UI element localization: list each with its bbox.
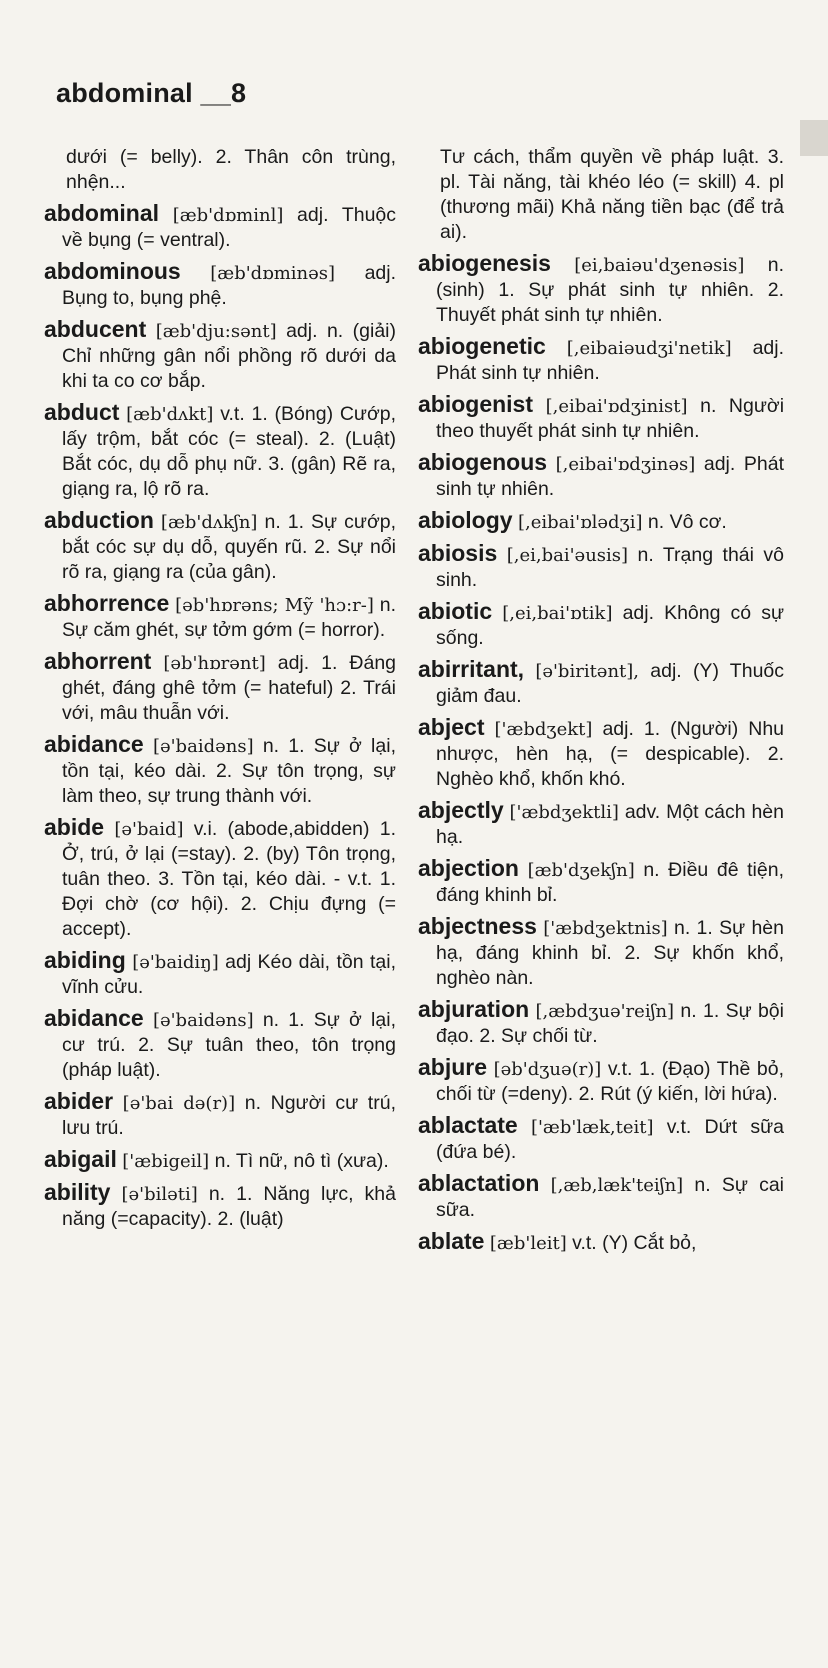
- entry-definition: n. Điều đê tiện, đáng khinh bỉ.: [436, 859, 784, 906]
- entry-pronunciation: [əb'dʒuə(r)]: [493, 1059, 602, 1080]
- entry-definition: n. Sự cai sữa.: [436, 1174, 784, 1221]
- dictionary-entry: [44, 649, 396, 726]
- entry-headword: abiogenetic: [418, 333, 546, 359]
- dictionary-entry: [44, 1147, 396, 1174]
- entry-definition: adj. 1. Đáng ghét, đáng ghê tởm (= hateful) 2. Trái với, mâu thuẫn với.: [62, 652, 397, 724]
- entry-headword: abiding: [44, 947, 126, 973]
- dictionary-entry: [418, 334, 784, 386]
- dictionary-entry: [44, 815, 396, 942]
- entry-pronunciation: [əb'hɒrənt]: [163, 653, 266, 674]
- entry-headword: abidance: [44, 1005, 144, 1031]
- entry-definition: n. (sinh) 1. Sự phát sinh tự nhiên. 2. Thuyết phát sinh tự nhiên.: [436, 254, 784, 326]
- left-column: [44, 145, 396, 1238]
- right-column: [418, 145, 784, 1262]
- entry-pronunciation: [æb'dʌkt]: [126, 404, 214, 425]
- entry-definition: n. Người theo thuyết phát sinh tự nhiên.: [436, 395, 785, 442]
- entry-pronunciation: [ə'baidəns]: [152, 736, 254, 757]
- entry-pronunciation: [ə'biritənt],: [535, 661, 640, 682]
- entry-definition: adj. n. (giải) Chỉ những gân nổi phồng rõ dưới da khi ta co cơ bắp.: [62, 320, 396, 392]
- entry-headword: abduction: [44, 507, 154, 533]
- dictionary-entry: [418, 914, 784, 991]
- entry-headword: abdominous: [44, 258, 181, 284]
- entry-definition: n. Tì nữ, nô tì (xưa).: [214, 1150, 389, 1172]
- entry-pronunciation: [,eibai'ɒdʒinist]: [545, 396, 688, 417]
- entry-definition: adj. (Y) Thuốc giảm đau.: [436, 660, 785, 707]
- running-header: [56, 78, 246, 109]
- thumb-index-mark: [800, 120, 828, 156]
- entry-headword: ablate: [418, 1228, 485, 1254]
- entry-pronunciation: [,æb,læk'teiʃn]: [550, 1175, 684, 1196]
- dictionary-entry: [44, 948, 396, 1000]
- entry-definition: adj. Bụng to, bụng phệ.: [62, 262, 397, 309]
- entry-headword: abirritant,: [418, 656, 525, 682]
- entry-definition: adj. Phát sinh tự nhiên.: [436, 453, 784, 500]
- entry-pronunciation: [æb'dʌkʃn]: [160, 512, 258, 533]
- entry-headword: abduct: [44, 399, 120, 425]
- header-headword: abdominal: [56, 78, 193, 108]
- entry-headword: abject: [418, 714, 485, 740]
- entry-definition: v.t. (Y) Cắt bỏ,: [572, 1232, 697, 1254]
- entry-pronunciation: [æb'dju:sənt]: [155, 321, 277, 342]
- entry-headword: abjection: [418, 855, 519, 881]
- dictionary-entry: [418, 541, 784, 593]
- entry-pronunciation: [ə'bai də(r)]: [122, 1093, 236, 1114]
- dictionary-entry: [44, 400, 396, 502]
- entry-pronunciation: [æb'leit]: [489, 1233, 567, 1254]
- entry-pronunciation: [ei,baiəu'dʒenəsis]: [574, 255, 745, 276]
- entry-headword: ability: [44, 1179, 111, 1205]
- entry-pronunciation: ['æbdʒektnis]: [543, 918, 668, 939]
- dictionary-entry: [44, 1006, 396, 1083]
- entry-headword: abhorrence: [44, 590, 170, 616]
- dictionary-entry: [44, 508, 396, 585]
- entry-pronunciation: [ə'baidiŋ]: [132, 952, 219, 973]
- dictionary-entry: [418, 145, 784, 245]
- entry-definition: adv. Một cách hèn hạ.: [436, 801, 785, 848]
- entry-pronunciation: [ə'biləti]: [121, 1184, 198, 1205]
- dictionary-entry: [418, 997, 784, 1049]
- entry-definition: v.t. 1. (Đạo) Thề bỏ, chối từ (=deny). 2. Rút (ý kiến, lời hứa).: [436, 1058, 784, 1105]
- dictionary-entry: [44, 732, 396, 809]
- entry-definition: n. Trạng thái vô sinh.: [436, 544, 785, 591]
- entry-definition: n. Người cư trú, lưu trú.: [62, 1092, 396, 1139]
- entry-definition: n. 1. Sự cướp, bắt cóc sự dụ dỗ, quyến rũ. 2. Sự nổi rõ ra, giạng ra (của gân).: [62, 511, 396, 583]
- entry-pronunciation: ['æbdʒekt]: [494, 719, 593, 740]
- dictionary-entry: [418, 1229, 784, 1256]
- entry-headword: abjectness: [418, 913, 537, 939]
- entry-definition: n. 1. Sự ở lại, cư trú. 2. Sự tuân theo, tôn trọng (pháp luật).: [62, 1009, 396, 1081]
- entry-pronunciation: ['æb'læk,teit]: [530, 1117, 654, 1138]
- entry-definition: n. 1. Năng lực, khả năng (=capacity). 2. (luật): [62, 1183, 397, 1230]
- entry-definition: n. 1. Sự hèn hạ, đáng khinh bỉ. 2. Sự khốn khổ, nghèo nàn.: [436, 917, 784, 989]
- entry-pronunciation: [æb'dʒekʃn]: [527, 860, 635, 881]
- dictionary-entry: [44, 1089, 396, 1141]
- entry-pronunciation: [æb'dɒminəs]: [210, 263, 336, 284]
- entry-headword: abducent: [44, 316, 147, 342]
- entry-pronunciation: [əb'hɒrəns; Mỹ 'hɔ:r-]: [175, 595, 374, 616]
- dictionary-entry: [44, 201, 396, 253]
- entry-definition: Tư cách, thẩm quyền về pháp luật. 3. pl. Tài năng, tài khéo léo (= skill) 4. pl (thương mãi) Khả năng tiền bạc (để trả ai).: [440, 146, 784, 243]
- entry-definition: n. 1. Sự ở lại, tồn tại, kéo dài. 2. Sự tôn trọng, sự làm theo, sự trung thành với.: [62, 735, 396, 807]
- dictionary-entry: [418, 599, 784, 651]
- entry-pronunciation: [,eibaiəudʒi'netik]: [566, 338, 732, 359]
- entry-headword: abiogenesis: [418, 250, 551, 276]
- entry-headword: abiogenist: [418, 391, 534, 417]
- entry-definition: dưới (= belly). 2. Thân côn trùng, nhện...: [66, 146, 396, 193]
- entry-headword: abiotic: [418, 598, 493, 624]
- entry-headword: abjectly: [418, 797, 504, 823]
- dictionary-entry: [44, 317, 396, 394]
- entry-definition: v.i. (abode,abidden) 1. Ở, trú, ở lại (=stay). 2. (by) Tôn trọng, tuân theo. 3. Tồn tại, kéo dài. - v.t. 1. Đợi chờ (cơ hội). 2. Chịu đựng (= accept).: [62, 818, 397, 940]
- dictionary-entry: [418, 798, 784, 850]
- dictionary-entry: [418, 392, 784, 444]
- entry-pronunciation: [,ei,bai'əusis]: [506, 545, 629, 566]
- dictionary-entry: [418, 508, 784, 535]
- entry-headword: abigail: [44, 1146, 117, 1172]
- entry-definition: adj. Phát sinh tự nhiên.: [436, 337, 785, 384]
- entry-definition: v.t. Dứt sữa (đứa bé).: [436, 1116, 784, 1163]
- entry-headword: abider: [44, 1088, 114, 1114]
- dictionary-entry: [418, 450, 784, 502]
- entry-definition: n. Vô cơ.: [647, 511, 727, 533]
- entry-headword: ablactation: [418, 1170, 540, 1196]
- entry-pronunciation: ['æbigeil]: [122, 1151, 210, 1172]
- dictionary-entry: [44, 591, 396, 643]
- entry-headword: abiosis: [418, 540, 498, 566]
- dictionary-entry: [418, 1055, 784, 1107]
- entry-definition: adj. 1. (Người) Nhu nhược, hèn hạ, (= despicable). 2. Nghèo khổ, khốn khó.: [436, 718, 785, 790]
- entry-headword: abjuration: [418, 996, 530, 1022]
- dictionary-entry: [418, 715, 784, 792]
- entry-headword: abiology: [418, 507, 513, 533]
- entry-pronunciation: [,eibai'ɒdʒinəs]: [555, 454, 696, 475]
- dictionary-entry: [418, 657, 784, 709]
- entry-pronunciation: ['æbdʒektli]: [509, 802, 619, 823]
- entry-headword: ablactate: [418, 1112, 518, 1138]
- dictionary-entry: [44, 259, 396, 311]
- entry-headword: abide: [44, 814, 105, 840]
- dictionary-entry: [418, 1113, 784, 1165]
- dictionary-entry: [418, 1171, 784, 1223]
- entry-definition: adj Kéo dài, tồn tại, vĩnh cửu.: [62, 951, 397, 998]
- dictionary-entry: [44, 145, 396, 195]
- entry-headword: abhorrent: [44, 648, 152, 674]
- entry-definition: n. Sự căm ghét, sự tởm gớm (= horror).: [62, 594, 396, 641]
- entry-headword: abidance: [44, 731, 144, 757]
- dictionary-entry: [418, 856, 784, 908]
- entry-definition: n. 1. Sự bội đạo. 2. Sự chối từ.: [436, 1000, 784, 1047]
- entry-pronunciation: [æb'dɒminl]: [172, 205, 284, 226]
- entry-definition: adj. Không có sự sống.: [436, 602, 785, 649]
- header-separator: __: [192, 78, 231, 108]
- page-number: 8: [230, 78, 247, 108]
- entry-headword: abiogenous: [418, 449, 548, 475]
- dictionary-entry: [418, 251, 784, 328]
- entry-pronunciation: [,æbdʒuə'reiʃn]: [535, 1001, 675, 1022]
- dictionary-entry: [44, 1180, 396, 1232]
- entry-definition: v.t. 1. (Bóng) Cướp, lấy trộm, bắt cóc (= steal). 2. (Luật) Bắt cóc, dụ dỗ phụ nữ. 3. (gân) Rẽ ra, giạng ra, lộ rõ ra.: [62, 403, 397, 500]
- entry-pronunciation: [,ei,bai'ɒtik]: [502, 603, 613, 624]
- entry-headword: abjure: [418, 1054, 488, 1080]
- entry-headword: abdominal: [44, 200, 160, 226]
- entry-pronunciation: [ə'baid]: [114, 819, 184, 840]
- entry-definition: adj. Thuộc về bụng (= ventral).: [62, 204, 397, 251]
- entry-pronunciation: [ə'baidəns]: [152, 1010, 254, 1031]
- entry-pronunciation: [,eibai'ɒlədʒi]: [517, 512, 643, 533]
